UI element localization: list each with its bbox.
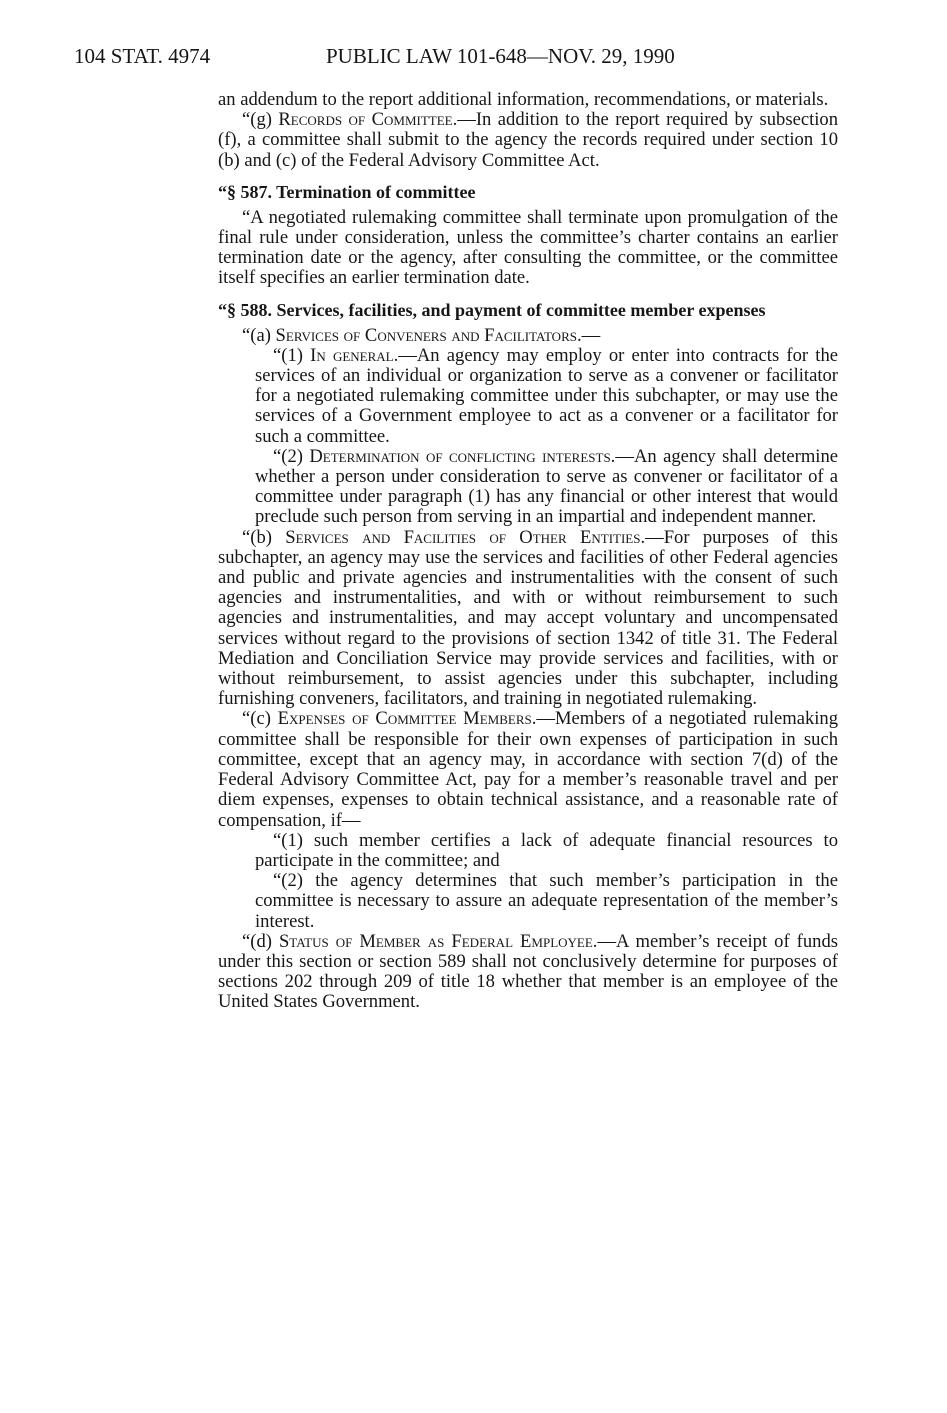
carryover-paragraph [218, 90, 838, 110]
paragraph-a-1-prefix: “(1) [273, 344, 311, 366]
subsection-c-item-1: “(1) such member certifies a lack of adequate financial resources to participate in the committee; and [255, 829, 838, 871]
subsection-588-b [218, 528, 838, 710]
subsection-588-a [218, 326, 838, 346]
subsection-d-prefix: “(d) [242, 930, 279, 952]
subsection-a-suffix: — [581, 324, 601, 346]
subsection-588-c [218, 709, 838, 830]
subsection-c-prefix: “(c) [242, 708, 278, 730]
document-body [218, 90, 838, 1013]
section-587-heading: “§ 587. Termination of committee [218, 181, 476, 202]
subsection-c-text: —Members of a negotiated rulemaking committee shall be responsible for their own expenses of participation in such committee, except that an agency may, in accordance with section 7(d) of the Federal Advisory Committee Act, pay for a member’s reasonable travel and per diem expenses, expenses to obtain technical assistance, and a reasonable rate of compensation, if— [218, 708, 839, 831]
subsection-b-heading: Services and Facilities of Other Entities. [285, 526, 646, 548]
section-587-text: “A negotiated rulemaking committee shall terminate upon promulgation of the final rule under consideration, unless the committee’s charter contains an earlier termination date or the agency, after consulting the committee, or the committee itself specifies an earlier termination date. [218, 206, 838, 289]
subsection-g-text: —In addition to the report required by subsection (f), a committee shall submit to the agency the records required under section 10 (b) and (c) of the Federal Advisory Committee Act. [218, 109, 838, 171]
subsection-588-d [218, 932, 838, 1013]
subsection-c-item-2: “(2) the agency determines that such member’s participation in the committee is necessary to assure an adequate representation of the member’s interest. [255, 870, 838, 932]
carryover-text: an addendum to the report additional information, recommendations, or materials. [218, 89, 829, 110]
paragraph-a-2-text: —An agency shall determine whether a person under consideration to serve as convener or facilitator of a committee under paragraph (1) has any financial or other interest that would preclude such person from serving in an impartial and independent manner. [255, 445, 839, 528]
subsection-g-prefix: “(g) [242, 109, 279, 131]
paragraph-a-2-heading: Determination of conflicting interests. [309, 445, 616, 467]
paragraph-a-1 [255, 346, 838, 447]
stat-page-reference: 104 STAT. 4974 [74, 44, 211, 68]
section-588-heading: “§ 588. Services, facilities, and payment of committee member expenses [218, 299, 766, 320]
subsection-d-heading: Status of Member as Federal Employee. [278, 930, 598, 952]
subsection-g [218, 110, 838, 171]
subsection-a-heading: Services of Conveners and Facilitators. [275, 324, 582, 346]
subsection-d-text: —A member’s receipt of funds under this section or section 589 shall not conclusively determine for purposes of sections 202 through 209 of title 18 whether that member is an employee of the United States Government. [218, 930, 838, 1013]
subsection-b-text: —For purposes of this subchapter, an agency may use the services and facilities of other Federal agencies and public and private agencies and instrumentalities with the consent of such agencies and instrumentalities, and with or without reimbursement to such agencies and instrumentalities, and may accept voluntary and uncompensated services without regard to the provisions of section 1342 of title 31. The Federal Mediation and Conciliation Service may provide services and facilities, with or without reimbursement, to assist agencies under this subchapter, including furnishing conveners, facilitators, and training in negotiated rulemaking. [218, 526, 839, 710]
running-header [74, 44, 854, 74]
paragraph-a-1-text: —An agency may employ or enter into contracts for the services of an individual or organization to serve as a convener or facilitator for a negotiated rulemaking committee under this subchapter, or may use the services of a Government employee to act as a convener or a facilitator for such a committee. [255, 344, 838, 447]
subsection-a-prefix: “(a) [242, 324, 276, 346]
paragraph-a-2-prefix: “(2) [273, 445, 310, 467]
subsection-b-prefix: “(b) [242, 526, 286, 548]
subsection-g-heading: Records of Committee. [278, 109, 458, 131]
subsection-c-heading: Expenses of Committee Members. [277, 708, 537, 730]
paragraph-a-1-heading: In general. [310, 344, 399, 366]
paragraph-a-2 [255, 447, 838, 528]
public-law-title: PUBLIC LAW 101-648—NOV. 29, 1990 [326, 44, 675, 68]
